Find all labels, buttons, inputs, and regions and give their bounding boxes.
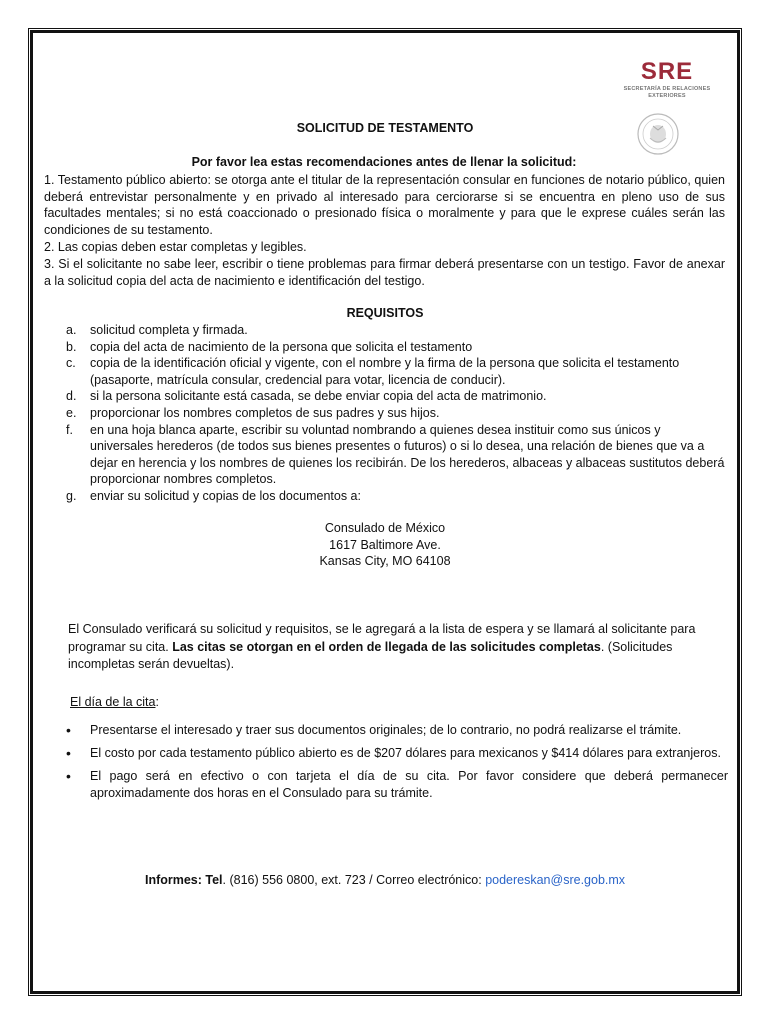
logo-subtitle-line2: EXTERIORES <box>648 93 686 99</box>
list-item <box>66 722 728 739</box>
bullet-text: El pago será en efectivo o con tarjeta el día de su cita. Por favor considere que deberá permanecer aproximadamente dos horas en el Consulado para su trámite. <box>90 769 728 800</box>
list-item <box>66 422 726 488</box>
list-item-text: copia de la identificación oficial y vigente, con el nombre y la firma de la persona que solicita el testamento (pasaporte, matrícula consular, credencial para votar, licencia de conducir). <box>90 356 680 387</box>
notice-bold-text: Las citas se otorgan en el orden de llegada de las solicitudes completas <box>172 639 601 654</box>
appointment-day-colon: : <box>155 695 159 709</box>
list-item <box>66 488 726 505</box>
recommendation-3: 3. Si el solicitante no sabe leer, escribir o tiene problemas para firmar deberá presentarse con un testigo. Favor de anexar a la solicitud copia del acta de nacimiento e identificación del testigo. <box>44 257 725 288</box>
notice-text: El Consulado verificará su solicitud y requisitos, se le agregará a la lista de espera y se llamará al solicitante para programar su cita. <box>68 622 696 654</box>
list-item-text: enviar su solicitud y copias de los documentos a: <box>90 488 361 503</box>
list-item <box>66 405 726 422</box>
bullet-icon: • <box>66 768 71 784</box>
contact-label: Informes: Tel <box>144 873 223 887</box>
list-item-text: copia del acta de nacimiento de la persona que solicita el testamento <box>90 339 473 354</box>
list-marker: c. <box>66 356 76 371</box>
logo-wordmark: SRE <box>640 58 694 85</box>
address-line: Kansas City, MO 64108 <box>319 554 451 569</box>
recommendation-2: 2. Las copias deben estar completas y legibles. <box>44 240 307 254</box>
requisitos-list <box>66 322 726 505</box>
list-marker: f. <box>66 422 73 437</box>
requisitos-heading: REQUISITOS <box>346 306 424 320</box>
contact-info <box>0 873 770 887</box>
recommendation-1: 1. Testamento público abierto: se otorga ante el titular de la representación consular en funciones de notario público, quien deberá entrevistar personalmente y en privado al interesado para cerciorarse si se encuentra en pleno uso de sus facultades mentales; si no está coaccionado o presionado física o moralmente y para que le exprese cuáles serán las condiciones de su testamento. <box>44 173 725 237</box>
list-item-text: en una hoja blanca aparte, escribir su voluntad nombrando a quienes desea instituir como sus únicos y universales herederos (de todos sus bienes presentes o futuros) o si lo desea, una relación de bienes que va a dejar en herencia y los nombres de quienes los recibirán. De los herederos, albaceas y albaceas sustitutos deberá proporcionar nombres completos. <box>90 422 725 487</box>
notice-text-end: . (Solicitudes incompletas serán devueltas). <box>68 639 673 671</box>
list-item <box>66 745 728 762</box>
list-item-text: solicitud completa y firmada. <box>90 323 248 337</box>
list-marker: e. <box>66 405 77 420</box>
bullet-icon: • <box>66 722 71 738</box>
bullet-icon: • <box>66 745 71 761</box>
appointment-bullets <box>66 722 728 808</box>
list-item <box>66 768 728 802</box>
email-link[interactable]: podereskan@sre.gob.mx <box>485 873 626 887</box>
sre-logo <box>612 58 722 100</box>
list-item <box>66 322 726 339</box>
document-title: SOLICITUD DE TESTAMENTO <box>296 121 474 135</box>
appointment-day-label: El día de la cita <box>70 695 156 709</box>
list-marker: a. <box>66 323 77 337</box>
appointment-day-heading <box>70 695 159 709</box>
bullet-text: Presentarse el interesado y traer sus documentos originales; de lo contrario, no podrá realizarse el trámite. <box>90 723 682 737</box>
list-marker: g. <box>66 488 77 503</box>
list-marker: d. <box>66 389 77 404</box>
list-marker: b. <box>66 339 77 354</box>
recommendations-heading: Por favor lea estas recomendaciones antes de llenar la solicitud: <box>191 155 577 169</box>
contact-text: . (816) 556 0800, ext. 723 / Correo electrónico: <box>222 873 486 887</box>
list-item <box>66 388 726 405</box>
list-item <box>66 355 726 388</box>
consulate-notice <box>68 621 728 674</box>
address-line: Consulado de México <box>324 521 446 535</box>
logo-subtitle-line1: SECRETARÍA DE RELACIONES <box>623 86 711 92</box>
bullet-text: El costo por cada testamento público abierto es de $207 dólares para mexicanos y $414 dólares para extranjeros. <box>90 746 721 760</box>
consulate-address <box>0 520 770 570</box>
list-item-text: si la persona solicitante está casada, se debe enviar copia del acta de matrimonio. <box>90 389 547 404</box>
list-item <box>66 339 726 356</box>
address-line: 1617 Baltimore Ave. <box>329 537 441 552</box>
list-item-text: proporcionar los nombres completos de sus padres y sus hijos. <box>90 405 440 420</box>
